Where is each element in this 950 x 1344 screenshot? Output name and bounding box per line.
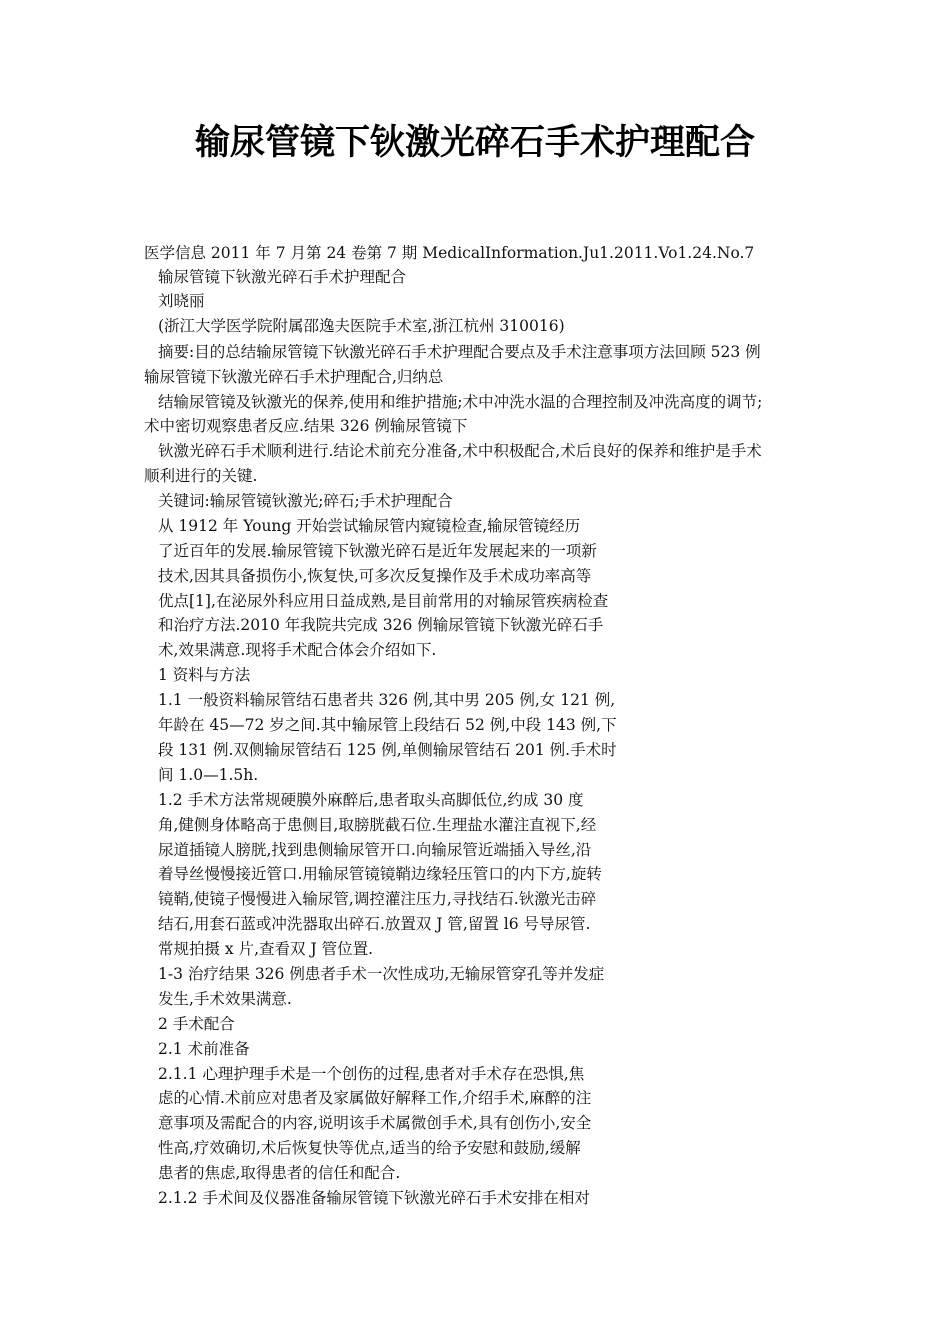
text-line: 输尿管镜下钬激光碎石手术护理配合 [158, 268, 407, 286]
text-line: 间 1.0—1.5h. [158, 766, 259, 784]
text-line: 镜鞘,使镜子慢慢进入输尿管,调控灌注压力,寻找结石.钬激光击碎 [158, 890, 597, 908]
text-line: 1 资料与方法 [158, 666, 251, 684]
text-line: 2.1.2 手术间及仪器准备输尿管镜下钬激光碎石手术安排在相对 [158, 1189, 590, 1207]
text-line: 患者的焦虑,取得患者的信任和配合. [158, 1164, 401, 1182]
text-line: 术,效果满意.现将手术配合体会介绍如下. [158, 641, 437, 659]
text-line: 关键词:输尿管镜钬激光;碎石;手术护理配合 [158, 492, 453, 510]
document-title: 输尿管镜下钬激光碎石手术护理配合 [194, 122, 755, 163]
text-line: 结石,用套石蓝或冲洗器取出碎石.放置双 J 管,留置 l6 号导尿管. [158, 915, 591, 933]
text-line: 1.1 一般资料输尿管结石患者共 326 例,其中男 205 例,女 121 例, [158, 691, 616, 709]
text-line: (浙江大学医学院附属邵逸夫医院手术室,浙江杭州 310016) [158, 317, 565, 335]
text-line: 结输尿管镜及钬激光的保养,使用和维护措施;术中冲洗水温的合理控制及冲洗高度的调节; [158, 393, 763, 411]
text-line: 技术,因其具备损伤小,恢复快,可多次反复操作及手术成功率高等 [158, 567, 592, 585]
text-line: 了近百年的发展.输尿管镜下钬激光碎石是近年发展起来的一项新 [158, 542, 597, 560]
text-line: 年龄在 45—72 岁之间.其中输尿管上段结石 52 例,中段 143 例,下 [158, 716, 617, 734]
text-line: 着导丝慢慢接近管口.用输尿管镜镜鞘边缘轻压管口的内下方,旋转 [158, 865, 602, 883]
text-line: 2 手术配合 [158, 1015, 235, 1033]
text-line: 和治疗方法.2010 年我院共完成 326 例输尿管镜下钬激光碎石手 [158, 616, 604, 634]
text-line: 从 1912 年 Young 开始尝试输尿管内窥镜检查,输尿管镜经历 [158, 517, 581, 535]
text-line: 性高,疗效确切,术后恢复快等优点,适当的给予安慰和鼓励,缓解 [158, 1139, 581, 1157]
text-line: 顺利进行的关键. [144, 467, 258, 485]
text-line: 输尿管镜下钬激光碎石手术护理配合,归纳总 [144, 368, 444, 386]
text-line: 尿道插镜人膀胱,找到患侧输尿管开口.向输尿管近端插入导丝,沿 [158, 841, 592, 859]
text-line: 1.2 手术方法常规硬膜外麻醉后,患者取头高脚低位,约成 30 度 [158, 791, 584, 809]
text-line: 角,健侧身体略高于患侧目,取膀胱截石位.生理盐水灌注直视下,经 [158, 816, 597, 834]
text-line: 医学信息 2011 年 7 月第 24 卷第 7 期 MedicalInformation.Ju1.2011.Vo1.24.No.7 [144, 244, 755, 262]
text-line: 虑的心情.术前应对患者及家属做好解释工作,介绍手术,麻醉的注 [158, 1089, 592, 1107]
text-line: 段 131 例.双侧输尿管结石 125 例,单侧输尿管结石 201 例.手术时 [158, 741, 617, 759]
text-line: 发生,手术效果满意. [158, 990, 292, 1008]
text-line: 1-3 治疗结果 326 例患者手术一次性成功,无输尿管穿孔等并发症 [158, 965, 605, 983]
text-line: 刘晓丽 [158, 292, 205, 310]
text-line: 摘要:目的总结输尿管镜下钬激光碎石手术护理配合要点及手术注意事项方法回顾 523 例 [158, 343, 761, 361]
text-line: 术中密切观察患者反应.结果 326 例输尿管镜下 [144, 417, 468, 435]
text-line: 2.1.1 心理护理手术是一个创伤的过程,患者对手术存在恐惧,焦 [158, 1065, 585, 1083]
text-line: 常规拍摄 x 片,查看双 J 管位置. [158, 940, 374, 958]
text-line: 优点[1],在泌尿外科应用日益成熟,是目前常用的对输尿管疾病检查 [158, 592, 609, 610]
text-line: 钬激光碎石手术顺利进行.结论术前充分准备,术中积极配合,术后良好的保养和维护是手术 [158, 442, 762, 460]
text-line: 2.1 术前准备 [158, 1040, 250, 1058]
text-line: 意事项及需配合的内容,说明该手术属微创手术,具有创伤小,安全 [158, 1114, 592, 1132]
